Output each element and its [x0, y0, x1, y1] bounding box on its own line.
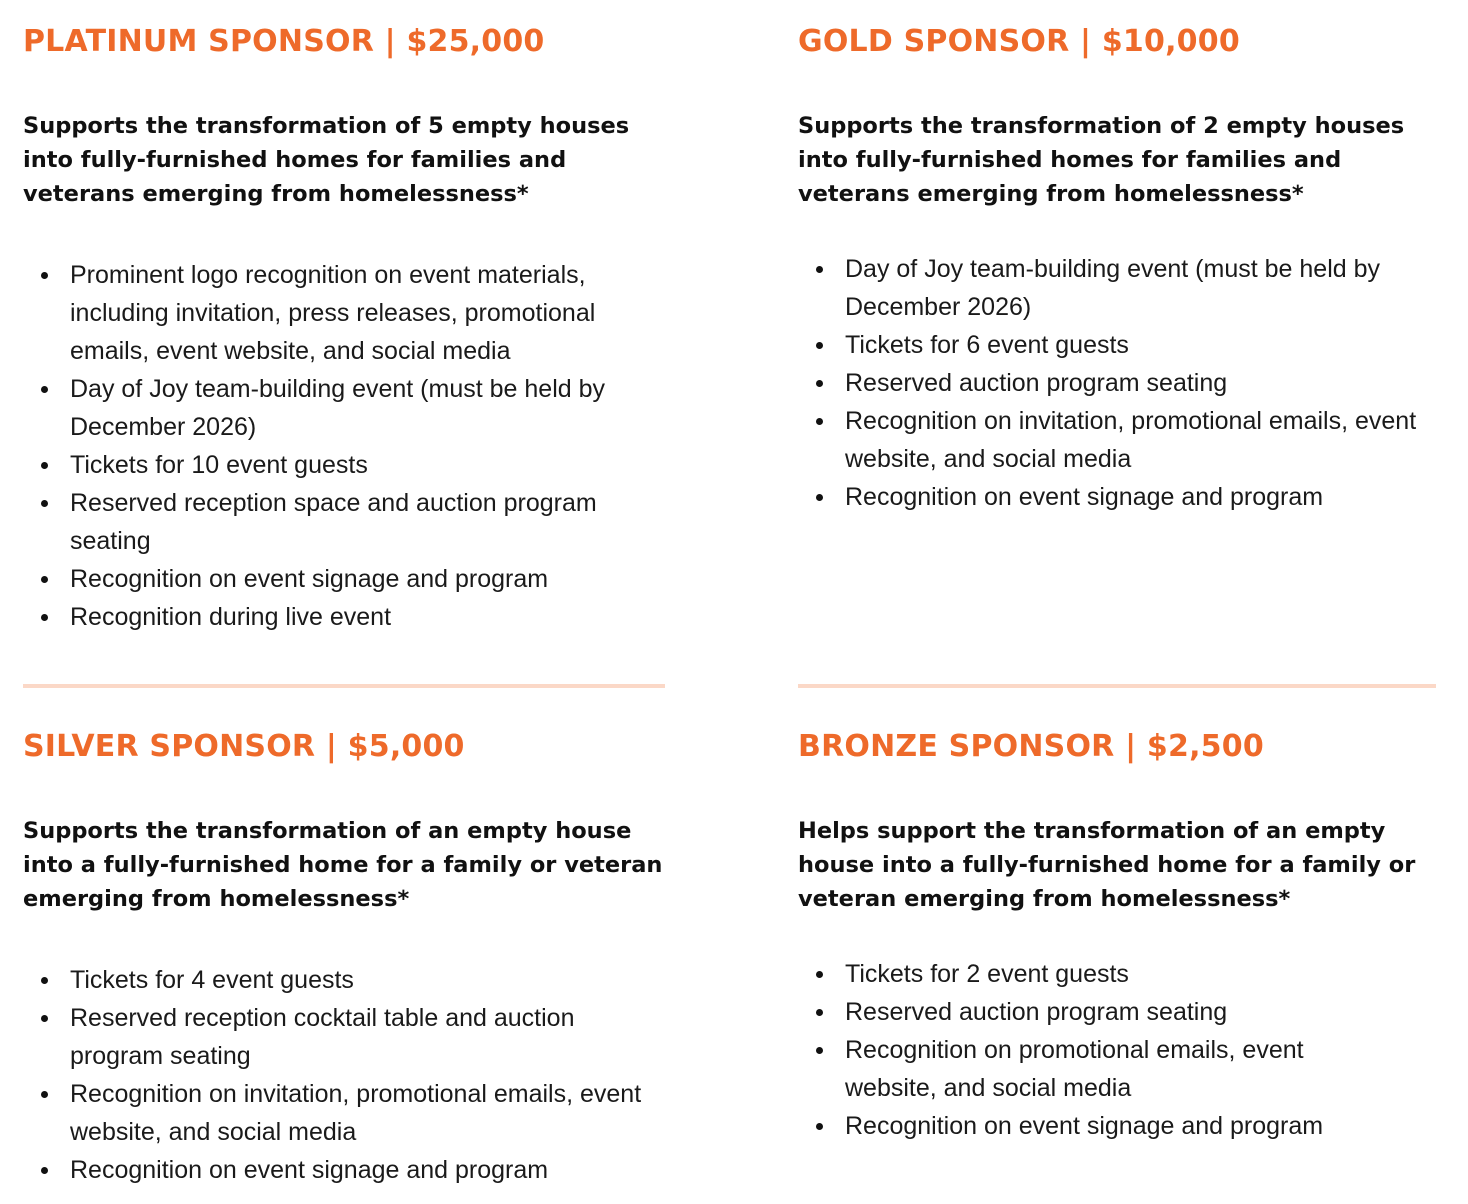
benefit-text: Recognition on invitation, promotional emails, event website, and social media — [845, 407, 1417, 473]
tier-title: SILVER SPONSOR | $5,000 — [23, 729, 465, 764]
bullet-icon — [816, 1047, 823, 1054]
gold-sponsor-tier — [798, 22, 1448, 516]
benefit-text: Reserved reception space and auction program seating — [70, 489, 597, 555]
benefit-item — [798, 402, 1448, 478]
benefit-item — [23, 1075, 643, 1151]
bullet-icon — [816, 1123, 823, 1130]
section-divider — [23, 684, 665, 688]
bullet-icon — [816, 418, 823, 425]
tier-title: GOLD SPONSOR | $10,000 — [798, 24, 1240, 59]
bullet-icon — [41, 272, 48, 279]
benefit-text: Tickets for 6 event guests — [845, 331, 1129, 359]
benefit-text: Prominent logo recognition on event materials, including invitation, press releases, promotional emails, event website, and social media — [70, 261, 596, 365]
benefit-item — [798, 326, 1448, 364]
tier-summary: Helps support the transformation of an empty house into a fully-furnished home for a family or veteran emerging from homelessness* — [798, 818, 1416, 912]
benefit-text: Reserved reception cocktail table and auction program seating — [70, 1004, 575, 1070]
bullet-icon — [41, 576, 48, 583]
benefit-text: Day of Joy team-building event (must be held by December 2026) — [845, 255, 1380, 321]
benefit-item — [23, 446, 673, 484]
benefit-item — [798, 1107, 1388, 1145]
benefits-list — [23, 961, 643, 1189]
bullet-icon — [41, 1015, 48, 1022]
benefit-text: Recognition on event signage and program — [70, 565, 549, 593]
benefit-item — [798, 993, 1388, 1031]
benefit-item — [798, 250, 1448, 326]
tier-summary: Supports the transformation of 5 empty houses into fully-furnished homes for families and veterans emerging from homelessness* — [23, 113, 630, 207]
silver-sponsor-tier — [23, 727, 673, 1189]
bullet-icon — [816, 266, 823, 273]
benefit-text: Recognition during live event — [70, 603, 392, 631]
bullet-icon — [41, 462, 48, 469]
benefit-item — [23, 560, 673, 598]
tier-summary: Supports the transformation of an empty house into a fully-furnished home for a family or veteran emerging from homelessness* — [23, 818, 663, 912]
benefit-item — [23, 256, 673, 370]
bullet-icon — [41, 386, 48, 393]
bullet-icon — [816, 380, 823, 387]
benefit-item — [798, 364, 1448, 402]
bullet-icon — [41, 614, 48, 621]
bullet-icon — [816, 1009, 823, 1016]
benefit-text: Day of Joy team-building event (must be held by December 2026) — [70, 375, 605, 441]
platinum-sponsor-tier — [23, 22, 673, 636]
bullet-icon — [41, 1167, 48, 1174]
benefits-list — [23, 256, 673, 636]
benefit-text: Recognition on event signage and program — [845, 1112, 1324, 1140]
bullet-icon — [41, 500, 48, 507]
benefit-item — [798, 1031, 1388, 1107]
benefit-text: Recognition on event signage and program — [70, 1156, 549, 1184]
benefit-text: Recognition on promotional emails, event website, and social media — [845, 1036, 1304, 1102]
tier-title: BRONZE SPONSOR | $2,500 — [798, 729, 1264, 764]
benefit-item — [23, 370, 673, 446]
bullet-icon — [816, 494, 823, 501]
benefit-text: Reserved auction program seating — [845, 369, 1228, 397]
section-divider — [798, 684, 1436, 688]
benefit-text: Reserved auction program seating — [845, 998, 1228, 1026]
benefit-item — [798, 478, 1448, 516]
benefit-item — [798, 955, 1388, 993]
benefit-item — [23, 999, 643, 1075]
tier-summary: Supports the transformation of 2 empty houses into fully-furnished homes for families and veterans emerging from homelessness* — [798, 113, 1405, 207]
benefit-text: Recognition on event signage and program — [845, 483, 1324, 511]
benefit-item — [23, 961, 643, 999]
benefit-text: Tickets for 2 event guests — [845, 960, 1129, 988]
benefit-text: Recognition on invitation, promotional emails, event website, and social media — [70, 1080, 642, 1146]
bullet-icon — [816, 342, 823, 349]
benefits-list — [798, 250, 1448, 516]
benefits-list — [798, 955, 1388, 1145]
tier-title: PLATINUM SPONSOR | $25,000 — [23, 24, 545, 59]
bronze-sponsor-tier — [798, 727, 1448, 1145]
bullet-icon — [41, 1091, 48, 1098]
bullet-icon — [816, 971, 823, 978]
benefit-item — [23, 1151, 643, 1189]
bullet-icon — [41, 977, 48, 984]
benefit-text: Tickets for 10 event guests — [70, 451, 368, 479]
benefit-item — [23, 598, 673, 636]
benefit-item — [23, 484, 673, 560]
benefit-text: Tickets for 4 event guests — [70, 966, 354, 994]
